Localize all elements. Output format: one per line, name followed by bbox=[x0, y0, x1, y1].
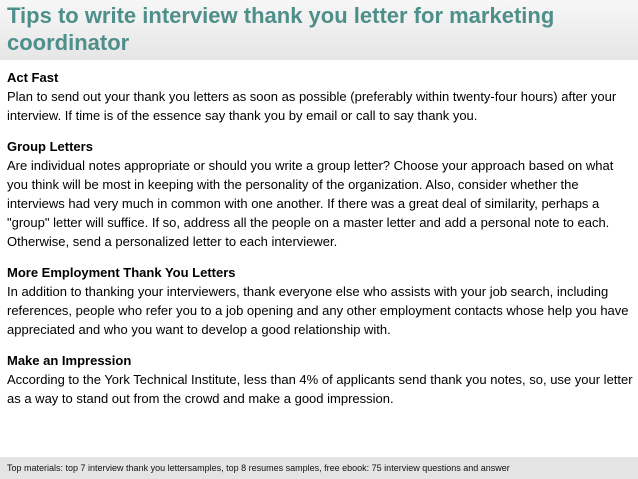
section-body: Plan to send out your thank you letters as soon as possible (preferably within twenty-four hours) after your interview. If time is of the essence say thank you by email or call to say thank you. bbox=[7, 89, 617, 123]
title-banner bbox=[0, 0, 638, 60]
section-body: According to the York Technical Institute, less than 4% of applicants send thank you notes, so, use your letter as a way to stand out from the crowd and make a good impression. bbox=[7, 372, 633, 406]
section-act-fast bbox=[7, 68, 633, 125]
section-heading: Group Letters bbox=[7, 139, 93, 154]
footer-bar bbox=[0, 457, 638, 479]
section-body: Are individual notes appropriate or should you write a group letter? Choose your approach based on what you think will be most in keeping with the personality of the organization. Also, consider whether the interviews had very much in common with one another. If there was a great deal of similarity, perhaps a "group" letter will suffice. If so, address all the people on a master letter and add a personal note to each. Otherwise, send a personalized letter to each interviewer. bbox=[7, 158, 614, 249]
section-heading: Act Fast bbox=[7, 70, 59, 85]
article-content bbox=[7, 68, 633, 420]
section-heading: More Employment Thank You Letters bbox=[7, 265, 236, 280]
section-make-impression bbox=[7, 351, 633, 408]
section-more-employment bbox=[7, 263, 633, 339]
footer-text: Top materials: top 7 interview thank you lettersamples, top 8 resumes samples, free ebook: 75 interview questions and answer bbox=[7, 463, 510, 473]
section-group-letters bbox=[7, 137, 633, 251]
section-body: In addition to thanking your interviewers, thank everyone else who assists with your job search, including references, people who refer you to a job opening and any other employment contacts whose help you have appreciated and who you want to develop a good relationship with. bbox=[7, 284, 629, 337]
section-heading: Make an Impression bbox=[7, 353, 132, 368]
page-title: Tips to write interview thank you letter for marketing coordinator bbox=[7, 3, 555, 55]
